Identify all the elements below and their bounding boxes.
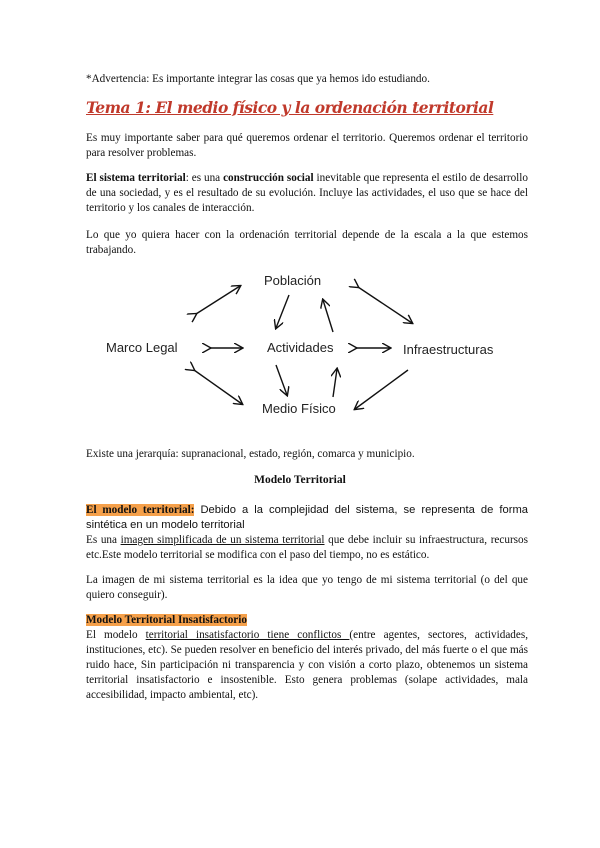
paragraph-insat-text-2: (entre agentes, sectores, actividades, instituciones, etc). Se pueden resolver en beneficio del interés privado, del más fuerte o el que más ruido hace, Sin participación ni transparencia y con visión a corto plazo, obtenemos un sistema territorial insatisfactorio e insostenible. Esto genera problemas (solape actividades, mala accesibilidad, impacto ambiental, etc). [86,629,529,701]
underlined-imagen-simplificada: imagen simplificada de un sistema territorial [120,534,325,546]
arrow-infraestructuras-medio [355,370,408,409]
arrow-poblacion-infraestructuras [358,287,412,323]
warning-note [86,72,528,87]
paragraph-escala [86,228,528,258]
paragraph-jerarquia-text: Existe una jerarquía: supranacional, estado, región, comarca y municipio. [86,448,415,460]
arrow-actividades-poblacion [323,300,333,332]
underlined-insatisfactorio: territorial insatisfactorio tiene conflictos [145,629,350,641]
node-marco-legal: Marco Legal [106,340,178,355]
heading-insatisfactorio-line [86,613,528,628]
node-infraestructuras: Infraestructuras [403,342,494,357]
paragraph-jerarquia [86,447,528,462]
node-medio-fisico: Medio Físico [262,401,336,416]
paragraph-purpose [86,131,528,161]
paragraph-sistema [86,171,528,216]
warning-text: *Advertencia: Es importante integrar las cosas que ya hemos ido estudiando. [86,73,430,85]
paragraph-imagen [86,533,528,563]
arrow-marcolegal-medio [194,370,242,404]
paragraph-modelo-text: Debido a la complejidad del sistema, se representa de forma sintética en un modelo territorial [86,504,528,531]
arrow-marcolegal-poblacion [196,286,240,314]
term-construccion-social: construcción social [223,172,314,184]
paragraph-escala-text: Lo que yo quiera hacer con la ordenación territorial depende de la escala a la que estemos trabajando. [86,229,528,256]
paragraph-sistema-text-1: : es una [185,172,224,184]
arrow-actividades-medio [276,365,287,395]
arrow-poblacion-actividades [276,295,289,328]
paragraph-imagen-sistema [86,573,528,603]
paragraph-insat-text-1: El modelo [86,629,146,641]
heading-modelo-territorial: Modelo Territorial [254,474,346,486]
term-sistema-territorial: El sistema territorial [86,172,186,184]
paragraph-imagen-sistema-text: La imagen de mi sistema territorial es la idea que yo tengo de mi sistema territorial (o del que quiero conseguir). [86,574,528,601]
arrow-medio-actividades [333,369,337,397]
node-poblacion: Población [264,273,322,288]
paragraph-purpose-text: Es muy importante saber para qué queremos ordenar el territorio. Queremos ordenar el territorio para resolver problemas. [86,132,528,159]
paragraph-sistema-text-2: inevitable que representa el estilo de desarrollo de una sociedad, y es el resultado de su evolución. Incluye las actividades, el uso que se hace del territorio y los canales de interacción. [86,172,528,214]
paragraph-imagen-text-1: Es una [86,534,121,546]
heading-modelo-insatisfactorio: Modelo Territorial Insatisfactorio [86,614,247,626]
paragraph-modelo [86,503,528,533]
page-title: Tema 1: El medio físico y la ordenación territorial [86,98,494,117]
territorial-diagram [90,262,520,427]
node-actividades: Actividades [267,340,334,355]
term-modelo-territorial: El modelo territorial: [86,504,195,516]
paragraph-insatisfactorio [86,628,528,703]
paragraph-imagen-text-2: que debe incluir su infraestructura, recursos etc.Este modelo territorial se modifica con el paso del tiempo, no es estático. [86,534,528,561]
